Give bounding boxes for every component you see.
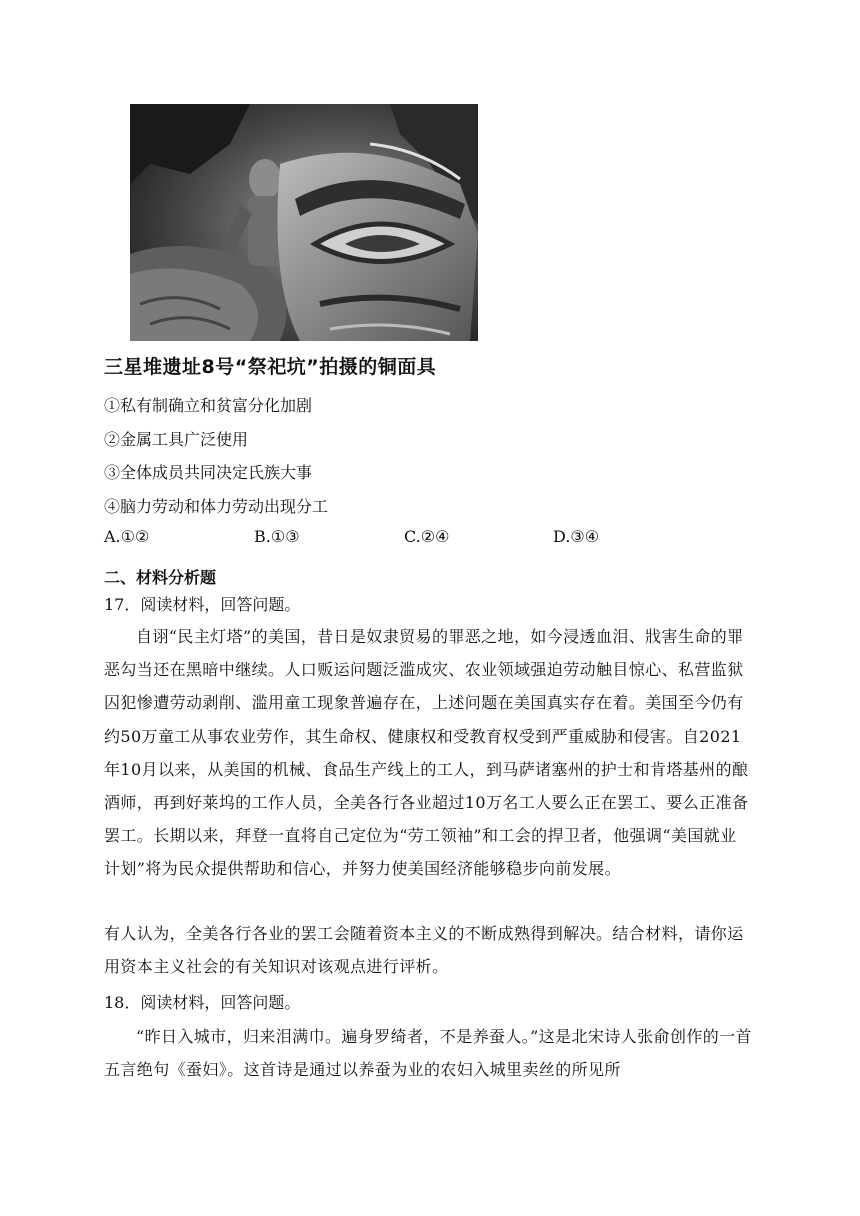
- option-4: ④脑力劳动和体力劳动出现分工: [104, 497, 329, 516]
- figure-caption: 三星堆遗址8号“祭祀坑”拍摄的铜面具: [104, 356, 437, 378]
- option-1: ①私有制确立和贫富分化加剧: [104, 396, 313, 415]
- question-17-title: 17．阅读材料，回答问题。: [104, 595, 301, 614]
- option-3: ③全体成员共同决定氏族大事: [104, 463, 313, 482]
- option-2: ②金属工具广泛使用: [104, 430, 249, 449]
- question-18-material: “昨日入城市，归来泪满巾。遍身罗绮者，不是养蚕人。”这是北宋诗人张俞创作的一首五言绝句《蚕妇》。这首诗是通过以养蚕为业的农妇入城里卖丝的所见所: [104, 1027, 752, 1080]
- bronze-mask-image: [130, 104, 478, 341]
- choice-c: C.②④: [404, 527, 450, 546]
- section-title: 二、材料分析题: [104, 568, 217, 587]
- choice-d: D.③④: [553, 527, 600, 546]
- bronze-mask-photo: [130, 104, 478, 341]
- choice-a: A.①②: [104, 527, 150, 546]
- question-17-material: 自诩“民主灯塔”的美国，昔日是奴隶贸易的罪恶之地，如今浸透血泪、戕害生命的罪恶勾当还在黑暗中继续。人口贩运问题泛滥成灾、农业领域强迫劳动触目惊心、私营监狱囚犯惨遭劳动剥削、滥用童工现象普遍存在，上述问题在美国真实存在着。美国至今仍有约50万童工从事农业劳作，其生命权、健康权和受教育权受到严重威胁和侵害。自2021年10月以来，从美国的机械、食品生产线上的工人，到马萨诸塞州的护士和肯塔基州的酿酒师，再到好莱坞的工作人员，全美各行各业超过10万名工人要么正在罢工、要么正准备罢工。长期以来，拜登一直将自己定位为“劳工领袖”和工会的捍卫者，他强调“美国就业计划”将为民众提供帮助和信心，并努力使美国经济能够稳步向前发展。: [104, 627, 749, 879]
- question-18-title: 18．阅读材料，回答问题。: [104, 993, 301, 1012]
- question-17-prompt: 有人认为，全美各行各业的罢工会随着资本主义的不断成熟得到解决。结合材料，请你运用资本主义社会的有关知识对该观点进行评析。: [104, 924, 744, 977]
- choice-b: B.①③: [254, 527, 300, 546]
